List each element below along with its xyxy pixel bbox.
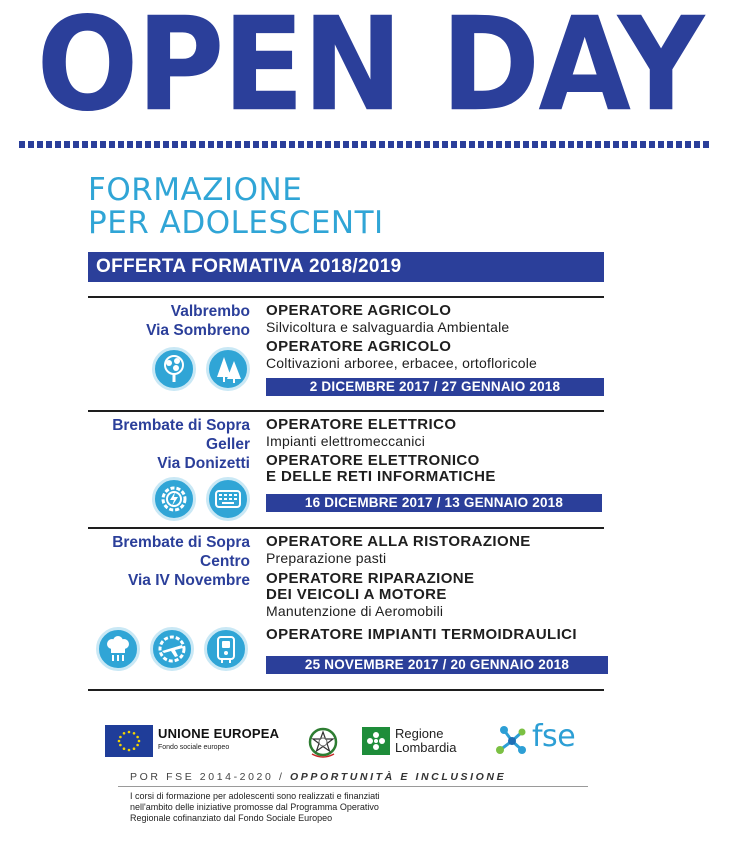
regione-line: Lombardia xyxy=(395,740,457,755)
section-2-location xyxy=(112,416,250,473)
location-line: Valbrembo xyxy=(170,303,250,320)
course-termoidraulici xyxy=(266,627,577,643)
location-line: Via Donizetti xyxy=(157,455,250,472)
fse-molecule-icon xyxy=(492,722,532,760)
course-agricolo-1 xyxy=(266,303,509,335)
course-title: OPERATORE ELETTRICO xyxy=(266,416,457,433)
course-subtitle: Manutenzione di Aeromobili xyxy=(266,603,444,619)
course-subtitle: Preparazione pasti xyxy=(266,550,387,566)
section-divider xyxy=(88,689,604,691)
italian-republic-emblem xyxy=(306,724,340,760)
location-line: Centro xyxy=(200,553,250,570)
section-2-dates: 16 DICEMBRE 2017 / 13 GENNAIO 2018 xyxy=(266,494,602,512)
disclaimer-line: nell'ambito delle iniziative promosse dal Programma Operativo xyxy=(130,802,379,812)
course-subtitle: Coltivazioni arboree, erbacee, ortofloricole xyxy=(266,355,538,371)
eu-title: UNIONE EUROPEA xyxy=(158,726,280,741)
course-title: OPERATORE ELETTRONICO xyxy=(266,452,480,469)
por-bold: OPPORTUNITÀ E INCLUSIONE xyxy=(290,771,507,783)
location-line: Brembate di Sopra xyxy=(112,534,250,551)
course-title-line-2: DEI VEICOLI A MOTORE xyxy=(266,586,447,603)
course-title: OPERATORE IMPIANTI TERMOIDRAULICI xyxy=(266,626,577,643)
chef-icon xyxy=(96,627,140,671)
subtitle-line-2: PER ADOLESCENTI xyxy=(88,205,384,241)
dashed-divider xyxy=(19,141,712,148)
course-riparazione xyxy=(266,571,474,619)
course-title: OPERATORE AGRICOLO xyxy=(266,338,452,355)
section-3-location xyxy=(112,533,250,590)
subtitle-line-1: FORMAZIONE xyxy=(88,172,303,208)
location-line: Via Sombreno xyxy=(146,322,250,339)
page-title: OPEN DAY xyxy=(36,0,703,141)
boiler-icon xyxy=(204,627,248,671)
location-line: Brembate di Sopra xyxy=(112,417,250,434)
tree-icon xyxy=(152,347,196,391)
section-divider xyxy=(88,527,604,529)
por-prefix: POR FSE 2014-2020 / xyxy=(130,771,285,783)
course-subtitle: Impianti elettromeccanici xyxy=(266,433,426,449)
fse-logo-text: fse xyxy=(532,719,576,754)
course-title: OPERATORE RIPARAZIONE xyxy=(266,570,475,587)
disclaimer-line: Regionale cofinanziato dal Fondo Sociale Europeo xyxy=(130,813,333,823)
course-title: OPERATORE AGRICOLO xyxy=(266,302,452,319)
section-divider xyxy=(88,410,604,412)
location-line: Geller xyxy=(206,436,250,453)
location-line: Via IV Novembre xyxy=(127,572,250,589)
disclaimer-line: I corsi di formazione per adolescenti sono realizzati e finanziati xyxy=(130,791,380,801)
regione-line: Regione xyxy=(395,726,444,741)
airplane-icon xyxy=(150,627,194,671)
course-ristorazione xyxy=(266,534,531,566)
section-divider xyxy=(88,296,604,298)
section-1-dates: 2 DICEMBRE 2017 / 27 GENNAIO 2018 xyxy=(266,378,604,396)
course-title-line-2: E DELLE RETI INFORMATICHE xyxy=(266,468,496,485)
course-elettronico xyxy=(266,453,496,485)
section-1-location xyxy=(146,302,250,340)
course-title: OPERATORE ALLA RISTORAZIONE xyxy=(266,533,531,550)
section-3-dates: 25 NOVEMBRE 2017 / 20 GENNAIO 2018 xyxy=(266,656,608,674)
power-gear-icon xyxy=(152,477,196,521)
offer-banner: OFFERTA FORMATIVA 2018/2019 xyxy=(88,252,604,282)
course-elettrico xyxy=(266,417,456,449)
course-agricolo-2 xyxy=(266,339,537,371)
por-fse-line xyxy=(130,771,506,783)
course-subtitle: Silvicoltura e salvaguardia Ambientale xyxy=(266,319,510,335)
regione-lombardia-logo xyxy=(362,727,390,755)
eu-flag-logo xyxy=(105,725,153,757)
forest-icon xyxy=(206,347,250,391)
eu-subtitle: Fondo sociale europeo xyxy=(158,744,230,751)
regione-lombardia-text xyxy=(395,727,456,755)
footer-divider xyxy=(118,786,588,787)
keyboard-icon xyxy=(206,477,250,521)
